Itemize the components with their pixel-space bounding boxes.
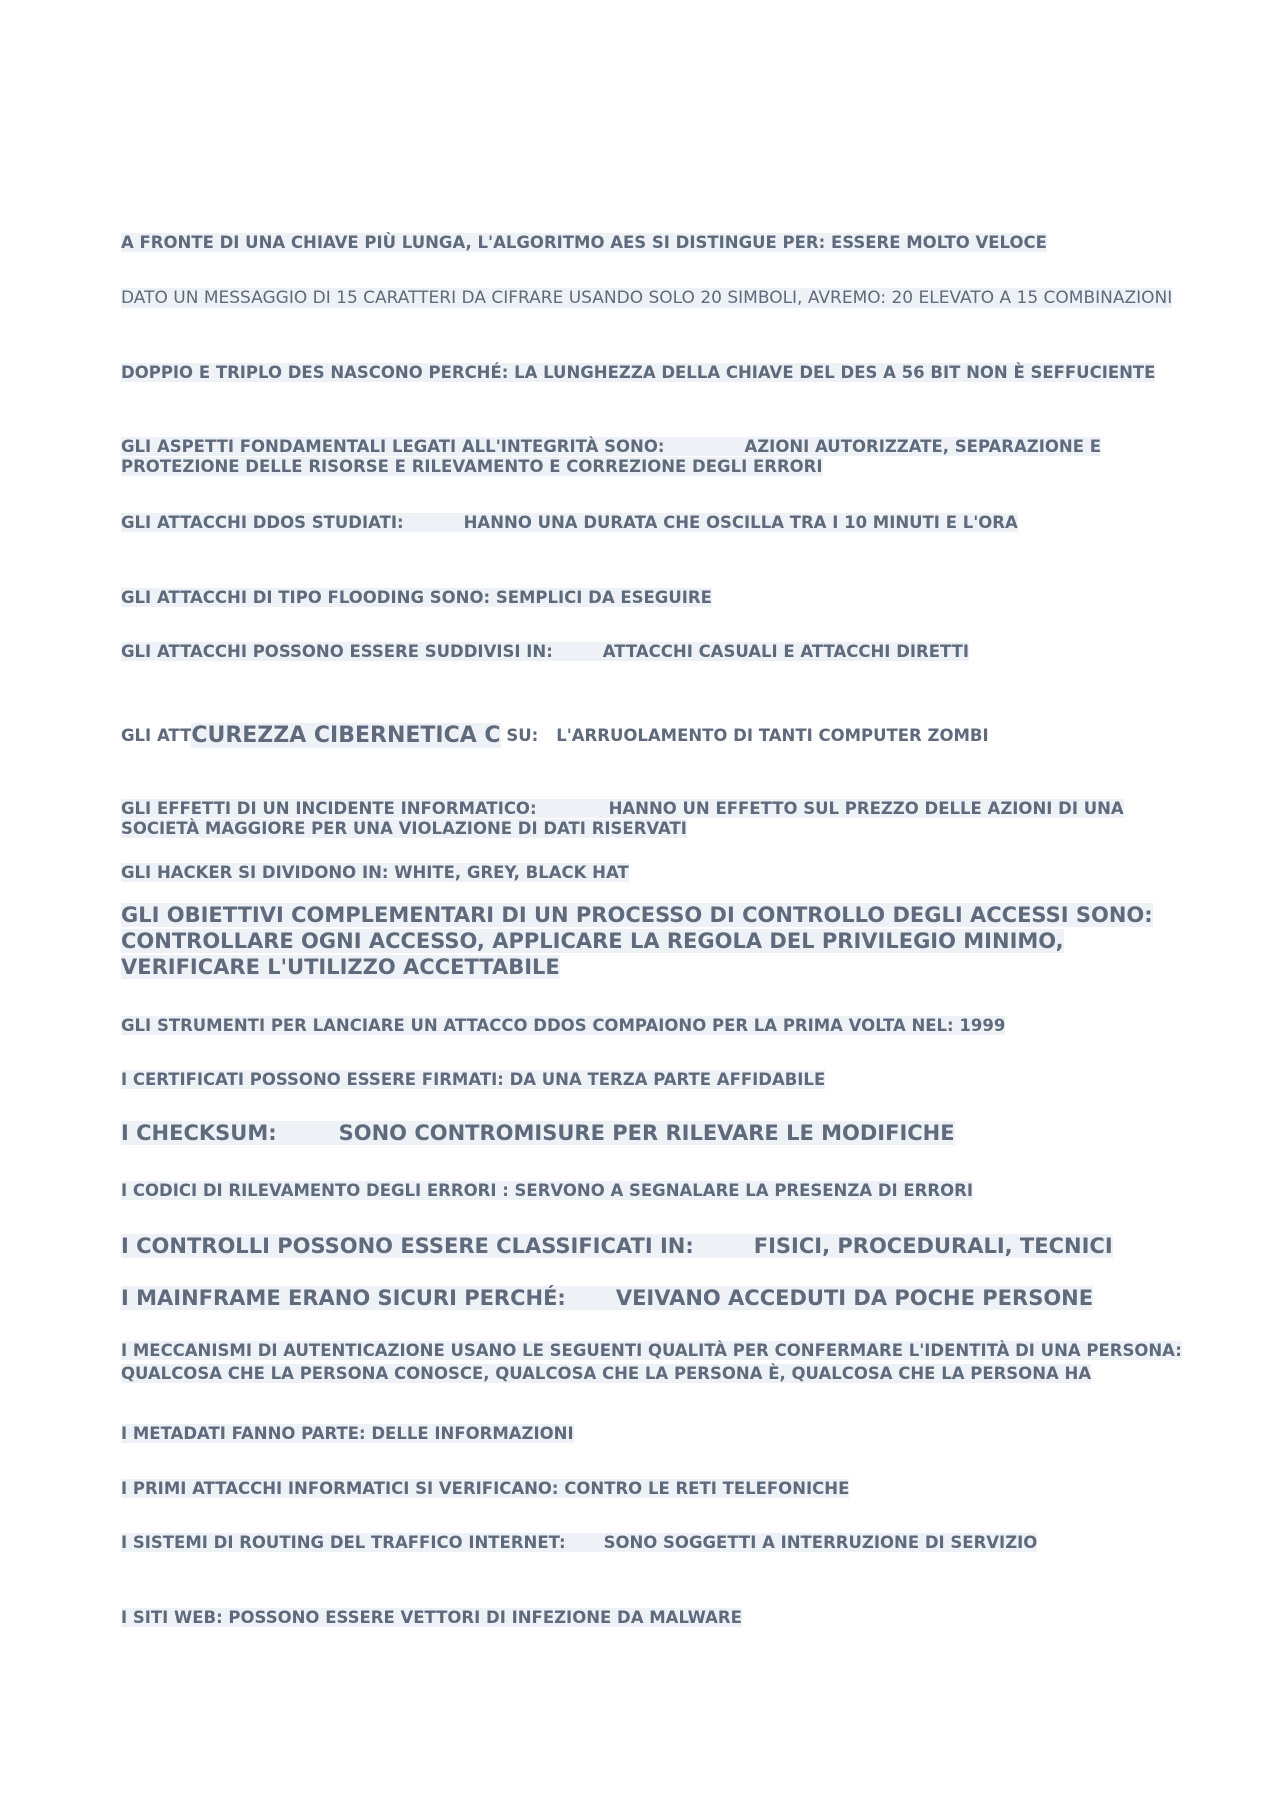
qa-strumenti-ddos-text: GLI STRUMENTI PER LANCIARE UN ATTACCO DDOS COMPAIONO PER LA PRIMA VOLTA NEL: 1999 bbox=[121, 1016, 1006, 1035]
qa-suddivisi-answer: ATTACCHI CASUALI E ATTACCHI DIRETTI bbox=[602, 642, 970, 661]
qa-suddivisi bbox=[121, 642, 1201, 662]
qa-des-text: DOPPIO E TRIPLO DES NASCONO PERCHÉ: LA LUNGHEZZA DELLA CHIAVE DEL DES A 56 BIT NON È SEFFUCIENTE bbox=[121, 363, 1156, 382]
qa-checksum-question: I CHECKSUM: bbox=[121, 1121, 277, 1145]
qa-ddos-studiati bbox=[121, 513, 1201, 533]
qa-hacker-text: GLI HACKER SI DIVIDONO IN: WHITE, GREY, BLACK HAT bbox=[121, 863, 629, 882]
qa-routing-question: I SISTEMI DI ROUTING DEL TRAFFICO INTERNET: bbox=[121, 1533, 566, 1552]
qa-zombi-answer: L'ARRUOLAMENTO DI TANTI COMPUTER ZOMBI bbox=[556, 726, 989, 745]
qa-zombi-overlay-heading: CUREZZA CIBERNETICA C bbox=[191, 723, 501, 748]
qa-controlli bbox=[121, 1233, 1201, 1259]
qa-zombi-suffix: SU: bbox=[500, 726, 539, 745]
qa-messaggio bbox=[121, 288, 1201, 308]
qa-primi-attacchi bbox=[121, 1479, 1201, 1499]
qa-mainframe-question: I MAINFRAME ERANO SICURI PERCHÉ: bbox=[121, 1286, 566, 1310]
qa-routing bbox=[121, 1533, 1201, 1553]
qa-checksum-answer: SONO CONTROMISURE PER RILEVARE LE MODIFICHE bbox=[338, 1121, 955, 1145]
qa-mainframe bbox=[121, 1285, 1201, 1311]
qa-suddivisi-question: GLI ATTACCHI POSSONO ESSERE SUDDIVISI IN: bbox=[121, 642, 553, 661]
qa-checksum bbox=[121, 1120, 1201, 1146]
qa-zombi-prefix: GLI ATT bbox=[121, 726, 192, 745]
qa-certificati-text: I CERTIFICATI POSSONO ESSERE FIRMATI: DA UNA TERZA PARTE AFFIDABILE bbox=[121, 1070, 826, 1089]
qa-aes-text: A FRONTE DI UNA CHIAVE PIÙ LUNGA, L'ALGORITMO AES SI DISTINGUE PER: ESSERE MOLTO VELOCE bbox=[121, 233, 1047, 252]
qa-ddos-studiati-question: GLI ATTACCHI DDOS STUDIATI: bbox=[121, 513, 404, 532]
qa-integrita bbox=[121, 437, 1201, 477]
qa-incidente-answer: HANNO UN EFFETTO SUL PREZZO DELLE AZIONI DI UNA SOCIETÀ MAGGIORE PER UNA VIOLAZIONE DI DATI RISERVATI bbox=[121, 799, 1124, 838]
qa-obiettivi bbox=[121, 902, 1201, 980]
qa-strumenti-ddos bbox=[121, 1016, 1201, 1036]
qa-metadati bbox=[121, 1424, 1201, 1444]
qa-des bbox=[121, 363, 1201, 383]
qa-routing-answer: SONO SOGGETTI A INTERRUZIONE DI SERVIZIO bbox=[603, 1533, 1038, 1552]
qa-controlli-answer: FISICI, PROCEDURALI, TECNICI bbox=[753, 1234, 1113, 1258]
qa-autenticazione-text: I MECCANISMI DI AUTENTICAZIONE USANO LE SEGUENTI QUALITÀ PER CONFERMARE L'IDENTITÀ DI UNA PERSONA: QUALCOSA CHE LA PERSONA CONOSCE, QUALCOSA CHE LA PERSONA È, QUALCOSA CHE LA PERSONA HA bbox=[121, 1341, 1182, 1383]
qa-flooding-text: GLI ATTACCHI DI TIPO FLOODING SONO: SEMPLICI DA ESEGUIRE bbox=[121, 588, 712, 607]
qa-hacker bbox=[121, 863, 1201, 883]
qa-controlli-question: I CONTROLLI POSSONO ESSERE CLASSIFICATI IN: bbox=[121, 1234, 694, 1258]
qa-integrita-question: GLI ASPETTI FONDAMENTALI LEGATI ALL'INTEGRITÀ SONO: bbox=[121, 437, 665, 456]
qa-messaggio-text: DATO UN MESSAGGIO DI 15 CARATTERI DA CIFRARE USANDO SOLO 20 SIMBOLI, AVREMO: 20 ELEVATO A 15 COMBINAZIONI bbox=[121, 288, 1173, 308]
qa-codici-text: I CODICI DI RILEVAMENTO DEGLI ERRORI : SERVONO A SEGNALARE LA PRESENZA DI ERRORI bbox=[121, 1181, 973, 1200]
qa-metadati-text: I METADATI FANNO PARTE: DELLE INFORMAZIONI bbox=[121, 1424, 574, 1443]
qa-ddos-studiati-answer: HANNO UNA DURATA CHE OSCILLA TRA I 10 MINUTI E L'ORA bbox=[463, 513, 1018, 532]
qa-primi-attacchi-text: I PRIMI ATTACCHI INFORMATICI SI VERIFICANO: CONTRO LE RETI TELEFONICHE bbox=[121, 1479, 850, 1498]
qa-mainframe-answer: VEIVANO ACCEDUTI DA POCHE PERSONE bbox=[615, 1286, 1094, 1310]
qa-zombi bbox=[121, 722, 1201, 748]
qa-integrita-answer: AZIONI AUTORIZZATE, SEPARAZIONE E PROTEZIONE DELLE RISORSE E RILEVAMENTO E CORREZIONE DEGLI ERRORI bbox=[121, 437, 1101, 476]
qa-siti-web bbox=[121, 1608, 1201, 1628]
qa-obiettivi-text: GLI OBIETTIVI COMPLEMENTARI DI UN PROCESSO DI CONTROLLO DEGLI ACCESSI SONO: CONTROLLARE OGNI ACCESSO, APPLICARE LA REGOLA DEL PRIVILEGIO MINIMO, VERIFICARE L'UTILIZZO ACCETTABILE bbox=[121, 903, 1153, 979]
qa-incidente-question: GLI EFFETTI DI UN INCIDENTE INFORMATICO: bbox=[121, 799, 537, 818]
qa-siti-web-text: I SITI WEB: POSSONO ESSERE VETTORI DI INFEZIONE DA MALWARE bbox=[121, 1608, 742, 1627]
qa-codici bbox=[121, 1181, 1201, 1201]
qa-flooding bbox=[121, 588, 1201, 608]
qa-autenticazione bbox=[121, 1339, 1201, 1385]
qa-certificati bbox=[121, 1070, 1201, 1090]
qa-aes bbox=[121, 233, 1201, 253]
qa-incidente bbox=[121, 799, 1201, 839]
